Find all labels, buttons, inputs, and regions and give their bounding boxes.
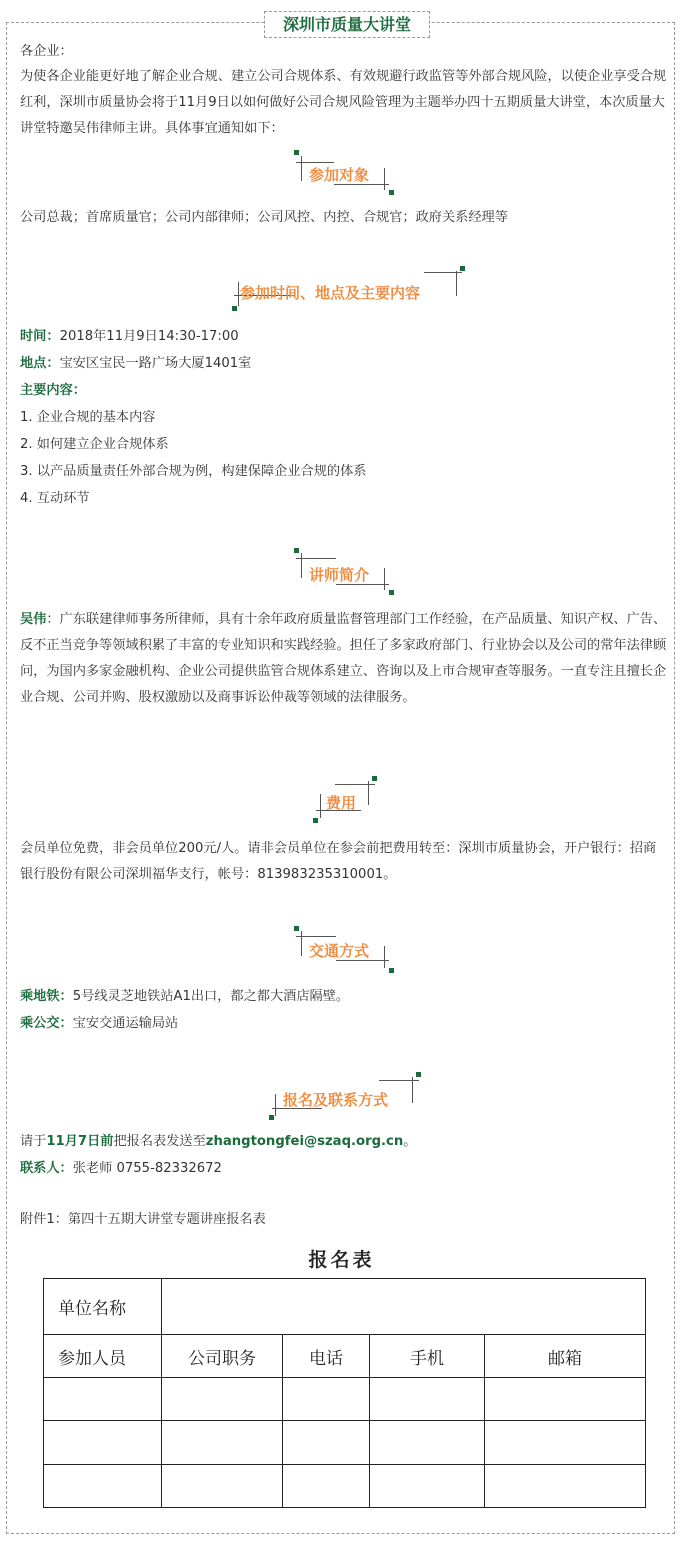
contact-line: 请于11月7日前把报名表发送至zhangtongfei@szaq.org.cn。 — [20, 1134, 417, 1149]
form-cell[interactable] — [370, 1465, 485, 1508]
attachment-note: 附件1：第四十五期大讲堂专题讲座报名表 — [20, 1212, 266, 1227]
content-item: 1. 企业合规的基本内容 — [20, 410, 156, 425]
speaker-bio-text: ：广东联建律师事务所律师，具有十余年政府质量监督管理部门工作经验，在产品质量、知识产权、广告、反不正当竞争等领域积累了丰富的专业知识和实践经验。担任了多家政府部门、行业协会以及公司的常年法律顾问，为国内多家金融机构、企业公司提供监管合规体系建立、咨询以及上市合规审查等服务。一直专注且擅长企业合规、公司并购、股权激励以及商事诉讼仲裁等领域的法律服务。 — [20, 612, 667, 705]
contact-person-label: 联系人： — [20, 1161, 73, 1176]
form-cell[interactable] — [283, 1421, 370, 1465]
speaker-name: 吴伟 — [20, 612, 47, 627]
place-value: 宝安区宝民一路广场大厦1401室 — [59, 356, 252, 371]
speaker-bio — [20, 607, 668, 711]
time-line — [20, 324, 668, 350]
form-cell[interactable] — [485, 1465, 646, 1508]
subway-label: 乘地铁： — [20, 989, 73, 1004]
audience-text: 公司总裁；首席质量官；公司内部律师；公司风控、内控、合规官；政府关系经理等 — [20, 210, 508, 225]
bus-line — [20, 1011, 668, 1037]
header-phone: 电话 — [283, 1335, 370, 1378]
subway-text: 5号线灵芝地铁站A1出口，都之都大酒店隔壁。 — [72, 989, 350, 1004]
greeting: 各企业： — [20, 44, 73, 59]
form-cell[interactable] — [283, 1465, 370, 1508]
form-cell[interactable] — [162, 1421, 283, 1465]
bus-text: 宝安交通运输局站 — [72, 1016, 179, 1031]
form-cell[interactable] — [370, 1378, 485, 1421]
unit-name-label: 单位名称 — [44, 1279, 162, 1335]
time-value: 2018年11月9日14:30-17:00 — [59, 329, 239, 344]
form-cell[interactable] — [162, 1378, 283, 1421]
page-title: 深圳市质量大讲堂 — [264, 11, 430, 38]
bus-label: 乘公交： — [20, 1016, 73, 1031]
form-cell[interactable] — [485, 1378, 646, 1421]
section-heading-speaker: 讲师简介 — [309, 566, 370, 584]
registration-form-table — [43, 1278, 646, 1508]
section-heading-contact: 报名及联系方式 — [283, 1091, 389, 1109]
form-cell[interactable] — [485, 1421, 646, 1465]
form-cell[interactable] — [283, 1378, 370, 1421]
header-mobile: 手机 — [370, 1335, 485, 1378]
table-row — [44, 1421, 646, 1465]
content-item: 3. 以产品质量责任外部合规为例，构建保障企业合规的体系 — [20, 464, 367, 479]
email-link[interactable]: zhangtongfei@szaq.org.cn — [205, 1134, 404, 1149]
time-label: 时间： — [20, 329, 60, 344]
form-cell[interactable] — [44, 1465, 162, 1508]
form-cell[interactable] — [44, 1421, 162, 1465]
table-row — [44, 1378, 646, 1421]
unit-name-cell[interactable] — [162, 1279, 646, 1335]
section-heading-transport: 交通方式 — [309, 942, 370, 960]
section-heading-time-place: 参加时间、地点及主要内容 — [240, 284, 421, 302]
subway-line — [20, 984, 668, 1010]
header-position: 公司职务 — [162, 1335, 283, 1378]
table-row — [44, 1465, 646, 1508]
table-header-row — [44, 1335, 646, 1378]
content-item: 2. 如何建立企业合规体系 — [20, 437, 169, 452]
content-item: 4. 互动环节 — [20, 491, 90, 506]
header-participant: 参加人员 — [44, 1335, 162, 1378]
content-label: 主要内容： — [20, 383, 86, 398]
deadline: 11月7日前 — [46, 1134, 114, 1149]
intro-paragraph: 为使各企业能更好地了解企业合规、建立公司合规体系、有效规避行政监管等外部合规风险，以使企业享受合规红利，深圳市质量协会将于11月9日以如何做好公司合规风险管理为主题举办四十五期质量大讲堂，本次质量大讲堂特邀吴伟律师主讲。具体事宜通知如下： — [20, 69, 667, 136]
place-label: 地点： — [20, 356, 60, 371]
section-heading-audience: 参加对象 — [309, 166, 370, 184]
header-email: 邮箱 — [485, 1335, 646, 1378]
contact-person-line — [20, 1156, 668, 1182]
contact-person-value: 张老师 0755-82332672 — [72, 1161, 222, 1176]
fee-text: 会员单位免费，非会员单位200元/人。请非会员单位在参会前把费用转至：深圳市质量协会，开户银行：招商银行股份有限公司深圳福华支行，帐号：813983235310001。 — [20, 841, 657, 882]
form-cell[interactable] — [370, 1421, 485, 1465]
section-heading-fee: 费用 — [326, 794, 357, 812]
form-cell[interactable] — [162, 1465, 283, 1508]
form-cell[interactable] — [44, 1378, 162, 1421]
form-title: 报名表 — [308, 1249, 375, 1271]
place-line — [20, 351, 668, 377]
